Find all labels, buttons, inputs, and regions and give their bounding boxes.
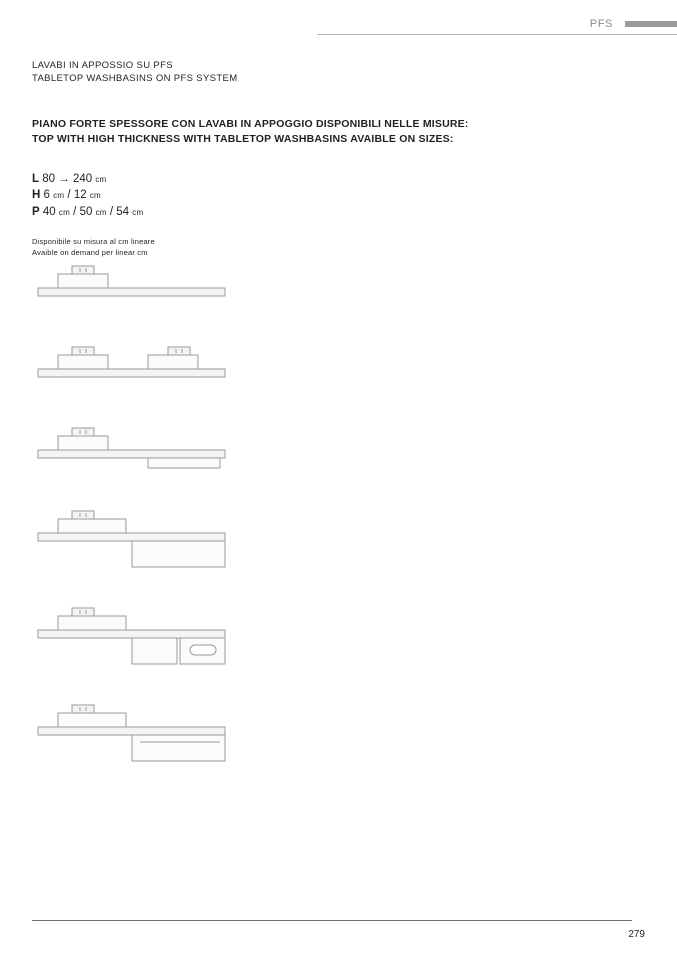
dimension-height-label: H [32,189,41,202]
page-title-it: LAVABI IN APPOSSIO SU PFS [32,60,173,71]
drawing-config-6 [30,697,290,778]
page-header [317,18,677,30]
dimension-depth-separator2: / [109,205,114,218]
arrow-icon: → [58,173,70,186]
config-5-basin-with-two-units [30,600,290,676]
header-section-label: PFS [589,18,613,30]
page-title-en: TABLETOP WASHBASINS ON PFS SYSTEM [32,72,238,84]
footer-divider [32,920,632,921]
dimension-depth-label: P [32,205,40,218]
dimension-length-label: L [32,173,40,186]
dimension-depth-unit2: cm [95,207,107,217]
dimension-depth [32,204,632,220]
dimension-height-value2: 12 [73,189,87,202]
page-subtitle-en: TOP WITH HIGH THICKNESS WITH TABLETOP WASHBASINS AVAIBLE ON SIZES: [32,132,454,145]
drawing-config-5 [30,600,290,681]
dimension-height-unit: cm [53,191,65,201]
availability-note-it: Disponibile su misura al cm lineare [32,237,155,247]
header-divider [317,34,677,35]
dimension-length-value: 80 [42,173,56,186]
dimension-depth-separator: / [73,205,77,218]
dimensions-list [32,171,632,220]
drawings-panel [30,258,290,794]
config-1-single-basin-centered [30,258,290,318]
drawing-config-2 [30,339,290,404]
drawing-config-1 [30,258,290,323]
availability-note [32,237,632,259]
content-block [32,60,632,259]
page-title [32,60,632,86]
config-4-basin-with-right-deep-unit [30,503,290,579]
dimension-height-separator: / [67,189,71,202]
dimension-depth-value3: 54 [116,205,130,218]
dimension-height-unit2: cm [89,191,101,201]
dimension-depth-value: 40 [42,205,56,218]
page-subtitle-it: PIANO FORTE SPESSORE CON LAVABI IN APPOGGIO DISPONIBILI NELLE MISURE: [32,117,469,130]
drawing-config-4 [30,503,290,584]
drawing-config-3 [30,420,290,487]
page-number: 279 [628,929,645,940]
dimension-depth-unit3: cm [132,207,144,217]
availability-note-en: Avaible on demand per linear cm [32,247,148,257]
page-subtitle [32,117,632,147]
dimension-length [32,171,632,187]
dimension-length-unit: cm [95,175,107,185]
config-2-two-basins [30,339,290,399]
config-6-basin-with-wide-unit [30,697,290,773]
header-accent-bar [625,21,677,27]
dimension-depth-value2: 50 [79,205,93,218]
dimension-depth-unit: cm [58,207,70,217]
dimension-height-value: 6 [43,189,50,202]
config-3-basin-with-right-underdrawer [30,420,290,482]
dimension-length-value2: 240 [72,173,93,186]
dimension-height [32,187,632,203]
